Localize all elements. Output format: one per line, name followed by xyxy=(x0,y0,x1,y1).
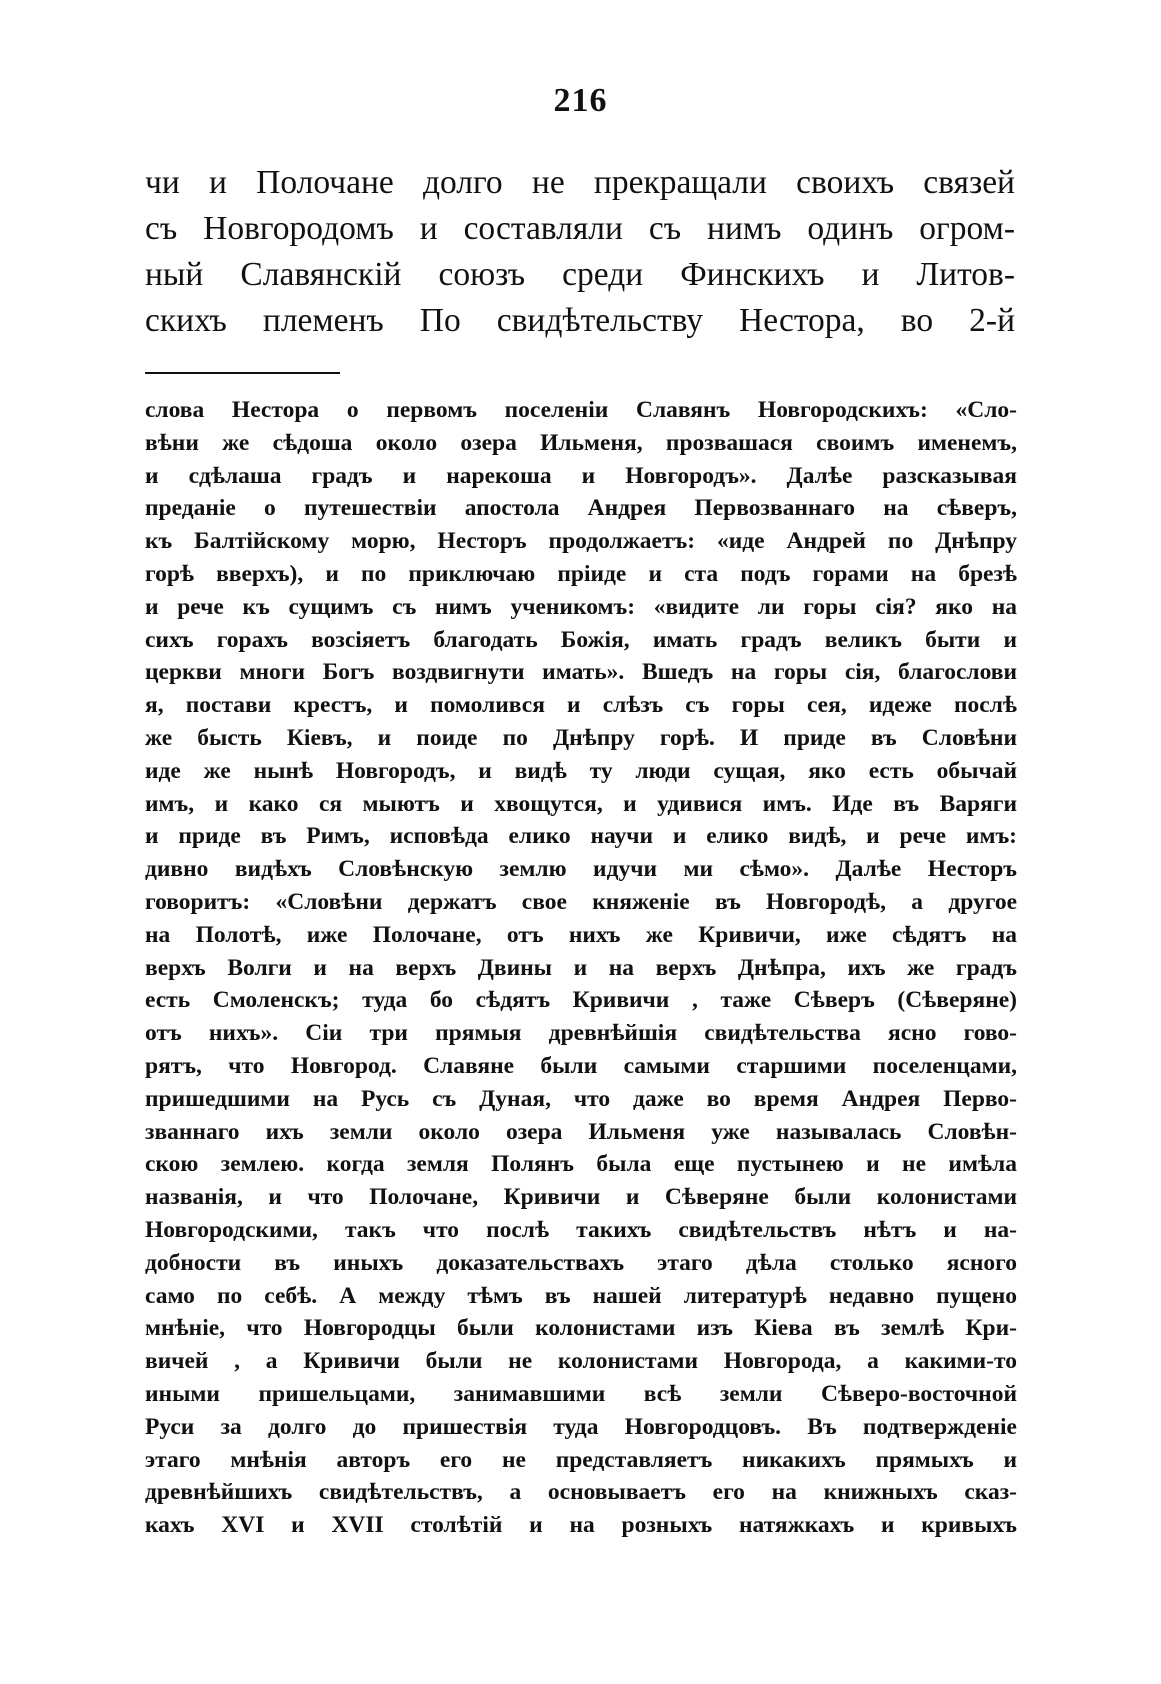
footnote-line: Руси за долго до пришествія туда Новгородцовъ. Въ подтвержденіе xyxy=(145,1413,1017,1440)
text-line: съ Новгородомъ и составляли съ нимъ одинъ огром- xyxy=(145,210,1015,247)
footnote-line: церкви многи Богъ воздвигнути имать». Вшедъ на горы сія, благослови xyxy=(145,659,1017,686)
footnote-line: добности въ иныхъ доказательствахъ этаго дѣла столько ясного xyxy=(145,1249,1017,1276)
footnote-line: говоритъ: «Словѣни держатъ свое княженіе въ Новгородѣ, а другое xyxy=(145,888,1017,915)
footnote-line: горѣ вверхъ), и по приключаю пріиде и ста подъ горами на брезѣ xyxy=(145,560,1017,587)
footnote-line: пришедшими на Русь съ Дуная, что даже во время Андрея Перво- xyxy=(145,1085,1017,1112)
footnote-line: и приде въ Римъ, исповѣда елико научи и елико видѣ, и рече имъ: xyxy=(145,823,1017,850)
footnote-line: Новгородскими, такъ что послѣ такихъ свидѣтельствъ нѣтъ и на- xyxy=(145,1216,1017,1243)
text-line: скихъ племенъ По свидѣтельству Нестора, во 2-й xyxy=(145,302,1015,339)
footnote-line: рятъ, что Новгород. Славяне были самыми старшими поселенцами, xyxy=(145,1052,1017,1079)
footnote-line: скою землею. когда земля Полянъ была еще пустынею и не имѣла xyxy=(145,1151,1017,1178)
footnote-line: дивно видѣхъ Словѣнскую землю идучи ми сѣмо». Далѣе Несторъ xyxy=(145,856,1017,883)
footnote-line: кахъ XVI и XVII столѣтій и на розныхъ натяжкахъ и кривыхъ xyxy=(145,1512,1017,1539)
footnote-line: же бысть Кіевъ, и поиде по Днѣпру горѣ. И приде въ Словѣни xyxy=(145,724,1017,751)
footnote-line: званнаго ихъ земли около озера Ильменя уже называлась Словѣн- xyxy=(145,1118,1017,1145)
footnote-line: древнѣйшихъ свидѣтельствъ, а основываетъ его на книжныхъ сказ- xyxy=(145,1479,1017,1506)
page-number: 216 xyxy=(553,82,608,119)
footnote-line: этаго мнѣнія авторъ его не представляетъ никакихъ прямыхъ и xyxy=(145,1446,1017,1473)
footnote-line: и сдѣлаша градъ и нарекоша и Новгородъ». Далѣе разсказывая xyxy=(145,462,1017,489)
footnote-line: я, постави крестъ, и помолився и слѣзъ съ горы сея, идеже послѣ xyxy=(145,692,1017,719)
footnote-line: отъ нихъ». Сіи три прямыя древнѣйшія свидѣтельства ясно гово- xyxy=(145,1020,1017,1047)
footnote-line: мнѣніе, что Новгородцы были колонистами изъ Кіева въ землѣ Кри- xyxy=(145,1315,1017,1342)
footnote-line: имъ, и како ся мыютъ и хвощутся, и удивися имъ. Иде въ Варяги xyxy=(145,790,1017,817)
footnote-line: само по себѣ. А между тѣмъ въ нашей литературѣ недавно пущено xyxy=(145,1282,1017,1309)
footnote-line: сихъ горахъ возсіяетъ благодать Божія, имать градъ великъ быти и xyxy=(145,626,1017,653)
footnote-line: на Полотѣ, иже Полочане, отъ нихъ же Кривичи, иже сѣдятъ на xyxy=(145,921,1017,948)
footnote-line: верхъ Волги и на верхъ Двины и на верхъ Днѣпра, ихъ же градъ xyxy=(145,954,1017,981)
footnote-separator xyxy=(145,372,340,374)
footnote-line: вичей , а Кривичи были не колонистами Новгорода, а какими-то xyxy=(145,1348,1017,1375)
footnote-line: и рече къ сущимъ съ нимъ ученикомъ: «видите ли горы сія? яко на xyxy=(145,593,1017,620)
text-line: чи и Полочане долго не прекращали своихъ связей xyxy=(145,164,1015,201)
footnote-line: вѣни же сѣдоша около озера Ильменя, прозвашася своимъ именемъ, xyxy=(145,429,1017,456)
main-text-block xyxy=(145,160,1015,344)
footnote-line: слова Нестора о первомъ поселеніи Славянъ Новгородскихъ: «Сло- xyxy=(145,397,1017,423)
footnote-line: къ Балтійскому морю, Несторъ продолжаетъ: «иде Андрей по Днѣпру xyxy=(145,528,1017,555)
footnote-line: иде же нынѣ Новгородъ, и видѣ ту люди сущая, яко есть обычай xyxy=(145,757,1017,784)
footnote-line: есть Смоленскъ; туда бо сѣдятъ Кривичи , таже Сѣверъ (Сѣверяне) xyxy=(145,987,1017,1014)
footnote-line: иными пришельцами, занимавшими всѣ земли Сѣверо-восточной xyxy=(145,1380,1017,1407)
footnote-line: названія, и что Полочане, Кривичи и Сѣверяне были колонистами xyxy=(145,1184,1017,1211)
footnote-block xyxy=(145,394,1017,1542)
text-line: ный Славянскій союзъ среди Финскихъ и Литов- xyxy=(145,256,1015,293)
footnote-line: преданіе о путешествіи апостола Андрея Первозваннаго на сѣверъ, xyxy=(145,495,1017,522)
